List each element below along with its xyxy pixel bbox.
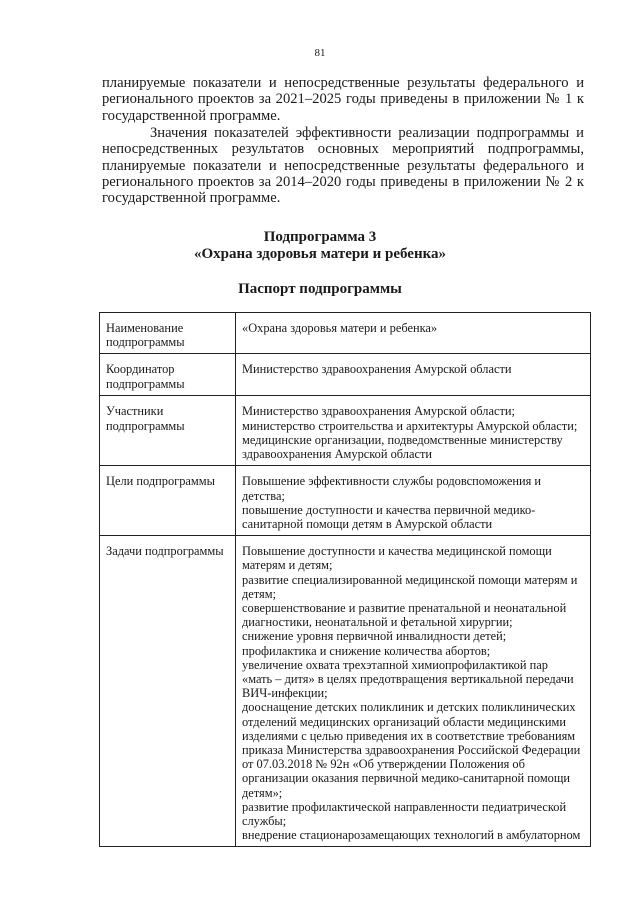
- value-line: Повышение эффективности службы родовспоможения и детства;: [242, 474, 542, 503]
- value-line: «Охрана здоровья матери и ребенка»: [242, 321, 438, 335]
- value-line: ВИЧ-инфекции;: [242, 686, 328, 701]
- row-value: [236, 536, 591, 847]
- row-value: [236, 354, 591, 396]
- subprogram-title: Подпрограмма 3: [263, 229, 377, 245]
- value-line: медицинские организации, подведомственные министерству: [242, 432, 563, 447]
- row-label: [100, 536, 236, 847]
- value-line: увеличение охвата трехэтапной химиопрофилактикой пар: [242, 657, 548, 672]
- subprogram-name: «Охрана здоровья матери и ребенка»: [193, 246, 446, 262]
- value-line: Министерство здравоохранения Амурской области;: [242, 404, 515, 419]
- page-number: 81: [314, 47, 326, 59]
- text-line: планируемые показатели и непосредственные результаты федерального и: [102, 75, 584, 91]
- row-label: [100, 466, 236, 536]
- label-line: Наименование: [106, 321, 184, 335]
- value-line: повышение доступности и качества первичной медико-: [242, 502, 536, 517]
- value-line: профилактика и снижение количества абортов;: [242, 643, 491, 658]
- label-line: Участники: [106, 404, 164, 419]
- value-line: совершенствование и развитие пренатальной и неонатальной: [242, 601, 567, 616]
- value-line: министерство строительства и архитектуры Амурской области;: [242, 418, 578, 433]
- value-line: организации оказания первичной медико-санитарной помощи: [242, 771, 571, 786]
- row-value: [236, 396, 591, 466]
- label-line: подпрограммы: [106, 376, 185, 391]
- value-line: «мать – дитя» в целях предотвращения вертикальной передачи: [242, 672, 574, 687]
- text-line: регионального проектов за 2014–2020 годы приведены в приложении № 2 к: [102, 173, 584, 190]
- label-line: Задачи подпрограммы: [106, 544, 224, 559]
- label-line: Координатор: [106, 362, 175, 377]
- value-line: приказа Министерства здравоохранения Российской Федерации: [242, 743, 581, 758]
- label-line: подпрограммы: [106, 418, 185, 433]
- value-line: матерям и детям;: [242, 558, 333, 573]
- label-line: Цели подпрограммы: [106, 474, 215, 489]
- value-line: детям»;: [242, 785, 283, 800]
- text-line: регионального проектов за 2021–2025 годы приведены в приложении № 1 к: [102, 91, 584, 108]
- value-line: изделиями с целью приведения их в соответствие требованиям: [242, 728, 576, 743]
- intro-paragraph-2: [102, 125, 584, 206]
- table-row: [100, 313, 591, 354]
- value-line: санитарной помощи детям в Амурской области: [242, 517, 493, 532]
- value-line: развитие профилактической направленности педиатрической: [242, 799, 567, 814]
- table-row: [100, 354, 591, 396]
- value-line: отделений медицинских организаций области медицинскими: [242, 714, 566, 729]
- row-label: [100, 313, 236, 354]
- value-line: от 07.03.2018 № 92н «Об утверждении Положения об: [242, 757, 525, 772]
- label-line: подпрограммы: [106, 335, 185, 350]
- table-row: [100, 466, 591, 536]
- value-line: диагностики, неонатальной и фетальной хирургии;: [242, 615, 513, 630]
- text-line: непосредственных результатов основных мероприятий подпрограммы,: [102, 141, 584, 158]
- passport-title: Паспорт подпрограммы: [238, 281, 402, 297]
- value-line: дооснащение детских поликлиник и детских поликлинических: [242, 700, 576, 715]
- value-line: Министерство здравоохранения Амурской области: [242, 362, 512, 377]
- row-label: [100, 396, 236, 466]
- text-line: Значения показателей эффективности реализации подпрограммы и: [150, 125, 584, 141]
- value-line: здравоохранения Амурской области: [242, 447, 433, 462]
- table-row: [100, 396, 591, 466]
- row-value: [236, 313, 591, 354]
- value-line: развитие специализированной медицинской помощи матерям и: [242, 572, 578, 587]
- value-line: снижение уровня первичной инвалидности детей;: [242, 629, 507, 644]
- value-line: детям;: [242, 586, 277, 601]
- text-line: государственной программе.: [102, 190, 281, 207]
- value-line: внедрение стационарозамещающих технологий в амбулаторном: [242, 828, 581, 843]
- row-label: [100, 354, 236, 396]
- table-row: [100, 536, 591, 847]
- value-line: Повышение доступности и качества медицинской помощи: [242, 544, 552, 559]
- row-value: [236, 466, 591, 536]
- text-line: государственной программе.: [102, 107, 281, 124]
- text-line: планируемые показатели и непосредственные результаты федерального и: [102, 157, 584, 174]
- intro-paragraph-1: [102, 75, 584, 124]
- value-line: службы;: [242, 814, 287, 829]
- passport-table: [99, 312, 591, 847]
